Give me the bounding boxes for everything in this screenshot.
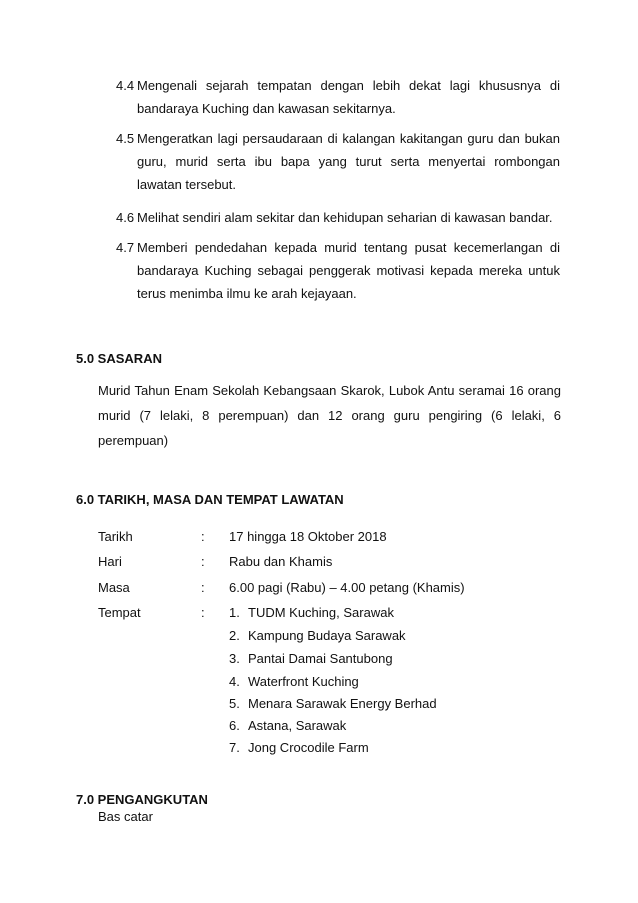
- objective-item: [116, 206, 560, 229]
- place-name: Pantai Damai Santubong: [248, 651, 393, 666]
- info-value: Rabu dan Khamis: [229, 554, 333, 569]
- place-number: 3.: [229, 651, 240, 666]
- info-colon: :: [201, 605, 205, 620]
- objective-text: Memberi pendedahan kepada murid tentang pusat kecemerlangan di bandaraya Kuching sebagai penggerak motivasi kepada mereka untuk terus menimba ilmu ke arah kejayaan.: [137, 240, 560, 301]
- place-name: Menara Sarawak Energy Berhad: [248, 696, 437, 711]
- info-value: 17 hingga 18 Oktober 2018: [229, 529, 387, 544]
- place-name: Waterfront Kuching: [248, 674, 359, 689]
- objective-item: [116, 74, 560, 120]
- objective-text: Melihat sendiri alam sekitar dan kehidupan seharian di kawasan bandar.: [137, 210, 553, 225]
- place-name: Jong Crocodile Farm: [248, 740, 369, 755]
- info-label: Tarikh: [98, 529, 133, 544]
- place-number: 5.: [229, 696, 240, 711]
- objective-number: 4.4: [116, 78, 135, 93]
- place-number: 4.: [229, 674, 240, 689]
- objective-number: 4.7: [116, 240, 135, 255]
- place-name: Astana, Sarawak: [248, 718, 347, 733]
- info-value: 6.00 pagi (Rabu) – 4.00 petang (Khamis): [229, 580, 465, 595]
- section-heading-pengangkutan: 7.0 PENGANGKUTAN: [76, 792, 208, 807]
- info-label: Tempat: [98, 605, 141, 620]
- objective-text: Mengeratkan lagi persaudaraan di kalangan kakitangan guru dan bukan guru, murid serta ibu bapa yang turut serta menyertai rombongan lawatan tersebut.: [137, 131, 560, 192]
- sasaran-paragraph: Murid Tahun Enam Sekolah Kebangsaan Skarok, Lubok Antu seramai 16 orang murid (7 lelaki, 8 perempuan) dan 12 orang guru pengiring (6 lelaki, 6 perempuan): [98, 383, 561, 448]
- info-label: Masa: [98, 580, 130, 595]
- objective-item: [116, 127, 560, 196]
- place-number: 2.: [229, 628, 240, 643]
- info-label: Hari: [98, 554, 122, 569]
- place-number: 1.: [229, 605, 240, 620]
- info-colon: :: [201, 554, 205, 569]
- objective-item: [116, 236, 560, 305]
- info-colon: :: [201, 529, 205, 544]
- objective-number: 4.5: [116, 131, 135, 146]
- section-heading-lawatan: 6.0 TARIKH, MASA DAN TEMPAT LAWATAN: [76, 492, 344, 507]
- section-heading-sasaran: 5.0 SASARAN: [76, 351, 162, 366]
- objective-text: Mengenali sejarah tempatan dengan lebih dekat lagi khususnya di bandaraya Kuching dan kawasan sekitarnya.: [137, 78, 560, 116]
- pengangkutan-text: Bas catar: [98, 809, 153, 824]
- place-number: 7.: [229, 740, 240, 755]
- objective-number: 4.6: [116, 210, 135, 225]
- place-number: 6.: [229, 718, 240, 733]
- info-colon: :: [201, 580, 205, 595]
- place-name: Kampung Budaya Sarawak: [248, 628, 406, 643]
- place-name: TUDM Kuching, Sarawak: [248, 605, 394, 620]
